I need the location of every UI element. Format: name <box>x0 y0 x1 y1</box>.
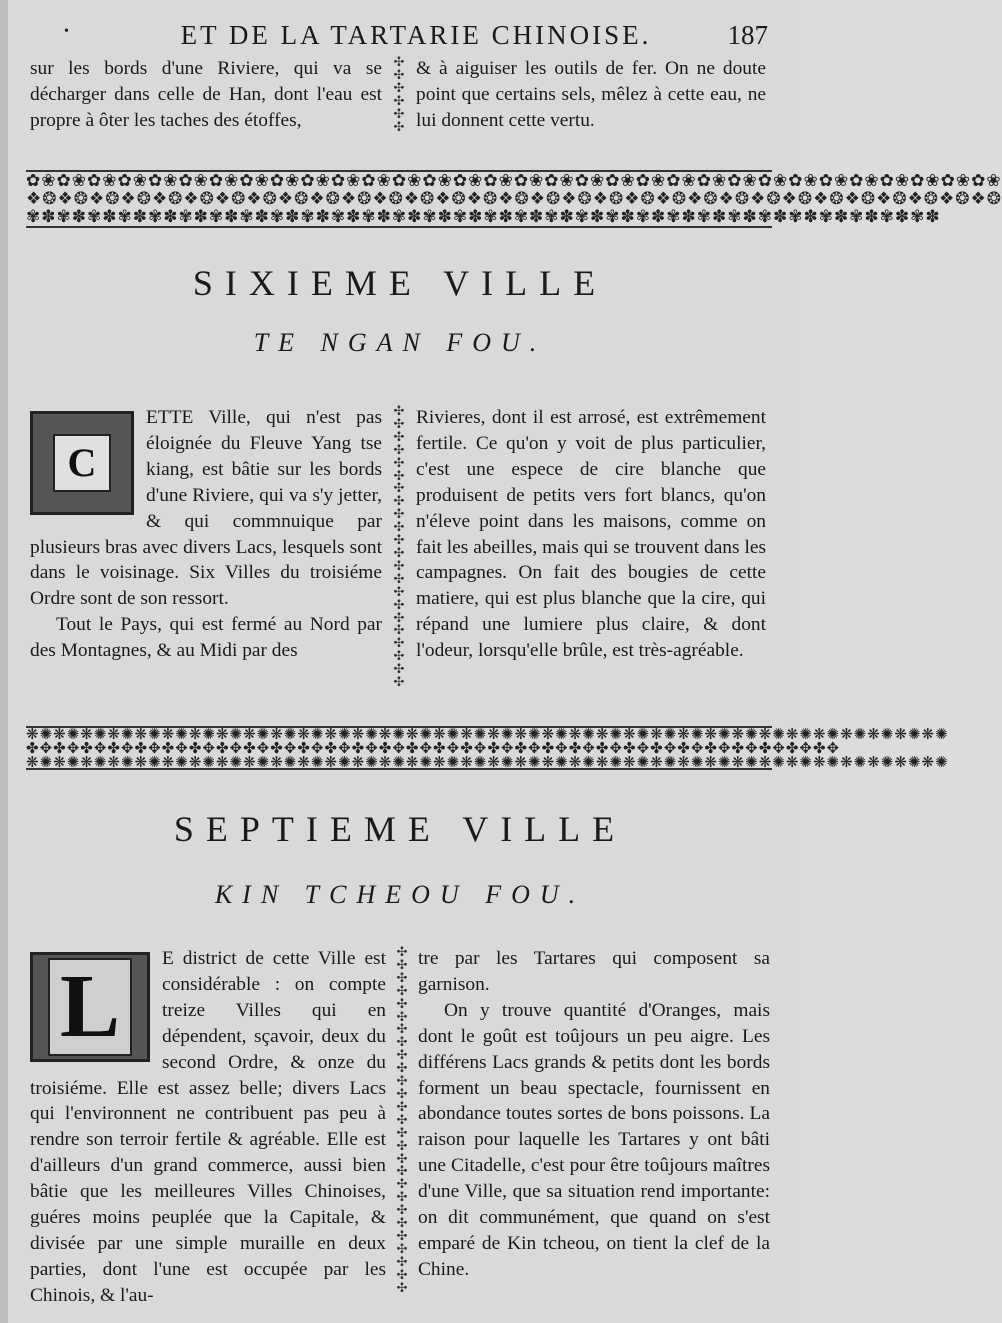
section-subheading-te-ngan-fou: TE NGAN FOU. <box>253 328 547 357</box>
ornamental-band-top: ✿❀✿❀✿❀✿❀✿❀✿❀✿❀✿❀✿❀✿❀✿❀✿❀✿❀✿❀✿❀✿❀✿❀✿❀✿❀✿❀✿❀✿❀✿❀✿❀✿❀✿❀✿❀✿❀✿❀✿❀✿❀✿❀ ❖❂❖❂❖❂❖❂❖❂❖❂❖❂❖❂❖❂❖❂❖❂❖❂❖❂❖❂❖❂❖❂❖❂❖❂❖❂❖❂❖❂❖❂❖❂❖❂❖❂❖❂❖❂❖❂❖❂❖❂❖❂ ✾✽✾✽✾✽✾✽✾✽✾✽✾✽✾✽✾✽✾✽✾✽✾✽✾✽✾✽✾✽✾✽✾✽✾✽✾✽✾✽✾✽✾✽✾✽✾✽✾✽✾✽✾✽✾✽✾✽✾✽ <box>26 171 1002 226</box>
column-separator: ✣ ✣ ✣ ✣ ✣ ✣ ✣ ✣ ✣ ✣ ✣ ✣ ✣ ✣ ✣ ✣ ✣ ✣ ✣ ✣ ✣ ✣ ✣ ✣ ✣ ✣ ✣ <box>396 944 408 1295</box>
section-subheading-kin-tcheou-fou: KIN TCHEOU FOU. <box>214 880 586 909</box>
section7-paragraph-2: tre par les Tartares qui composent sa garnison. <box>418 948 770 995</box>
dropcap-ornament-c <box>30 411 134 515</box>
top-left-column: sur les bords d'une Riviere, qui va se décharger dans celle de Han, dont l'eau est propre à ôter les taches des étoffes, <box>30 58 382 131</box>
running-head <box>60 20 772 50</box>
section7-left-column <box>30 946 386 1311</box>
section-heading-sixieme: SIXIEME VILLE <box>192 263 608 303</box>
column-separator: ✣ ✣ ✣ ✣ ✣ ✣ <box>393 54 405 134</box>
page-number: 187 <box>727 20 768 50</box>
section6-text-block <box>30 405 766 695</box>
section6-right-column: Rivieres, dont il est arrosé, est extrêmement fertile. Ce qu'on y voit de plus particulier, c'est une espece de cire blanche que produisent de petits vers fort blancs, qu'on n'éleve point dans les maisons, comme on fait les abeilles, mais qui se trouvent dans les campagnes. On fait des bougies de cette matiere, qui est plus blanche que la cire, qui répand une lumiere plus claire, & dont l'odeur, lorsqu'elle brûle, est très-agréable. <box>416 407 766 662</box>
section7-paragraph-3: On y trouve quantité d'Oranges, mais dont le goût est toûjours un peu aigre. Les différens Lacs grands & petits dont les bords forment un beau spectacle, fournissent en abondance toutes sortes de bons poissons. La raison pour laquelle les Tartares y ont bâti une Citadelle, c'est pour être toûjours maîtres d'une Ville, que sa situation rend importante: on dit communément, que quand on s'est emparé de Kin tcheou, on tient la clef de la Chine. <box>418 999 770 1280</box>
dropcap-letter-c: C <box>53 434 111 492</box>
dropcap-letter-l: L <box>48 958 132 1056</box>
dropcap-ornament-l <box>30 952 150 1062</box>
ornamental-band-middle: ❋✺❋✺❋✺❋✺❋✺❋✺❋✺❋✺❋✺❋✺❋✺❋✺❋✺❋✺❋✺❋✺❋✺❋✺❋✺❋✺❋✺❋✺❋✺❋✺❋✺❋✺❋✺❋✺❋✺❋✺❋✺❋✺❋✺❋✺ ✤✥✤✥✤✥✤✥✤✥✤✥✤✥✤✥✤✥✤✥✤✥✤✥✤✥✤✥✤✥✤✥✤✥✤✥✤✥✤✥✤✥✤✥✤✥✤✥✤✥✤✥✤✥✤✥✤✥✤✥ ❋✺❋✺❋✺❋✺❋✺❋✺❋✺❋✺❋✺❋✺❋✺❋✺❋✺❋✺❋✺❋✺❋✺❋✺❋✺❋✺❋✺❋✺❋✺❋✺❋✺❋✺❋✺❋✺❋✺❋✺❋✺❋✺❋✺❋✺ <box>26 727 949 771</box>
section-heading-septieme: SEPTIEME VILLE <box>173 809 627 849</box>
section7-text-block <box>30 946 770 1311</box>
running-head-mark: • <box>64 24 69 39</box>
column-separator: ✣ ✣ ✣ ✣ ✣ ✣ ✣ ✣ ✣ ✣ ✣ ✣ ✣ ✣ ✣ ✣ ✣ ✣ ✣ ✣ ✣ ✣ <box>393 403 405 690</box>
section6-paragraph-1: ETTE Ville, qui n'est pas éloignée du Fleuve Yang tse kiang, est bâtie sur les bords d'une Riviere, qui va s'y jetter, & qui commnuique par plusieurs bras avec divers Lacs, lesquels sont dans le voisinage. Six Villes du troisiéme Ordre sont de son ressort. <box>30 407 382 610</box>
section6-left-column <box>30 405 382 695</box>
section6-paragraph-2: Tout le Pays, qui est fermé au Nord par des Montagnes, & au Midi par des <box>30 614 382 662</box>
page-edge <box>0 0 8 1323</box>
top-right-column: & à aiguiser les outils de fer. On ne doute point que certains sels, mêlez à cette eau, ne lui donnent cette vertu. <box>416 58 766 131</box>
running-head-title: ET DE LA TARTARIE CHINOISE. <box>180 20 652 50</box>
top-text-block <box>30 56 766 136</box>
section7-paragraph-1: E district de cette Ville est considérable : on compte treize Villes qui en dépendent, sçavoir, deux du second Ordre, & onze du troisiéme. Elle est assez belle; divers Lacs qui l'environnent ne contribuent pas peu à rendre son terroir fertile & agréable. Elle est d'ailleurs d'un grand commerce, aussi bien bâtie que les meilleures Villes Chinoises, guéres moins peuplée que la Capitale, & divisée par une simple muraille en deux parties, dont l'une est occupée par les Chinois, & l'au- <box>30 948 386 1306</box>
section7-right-column <box>418 946 770 1311</box>
